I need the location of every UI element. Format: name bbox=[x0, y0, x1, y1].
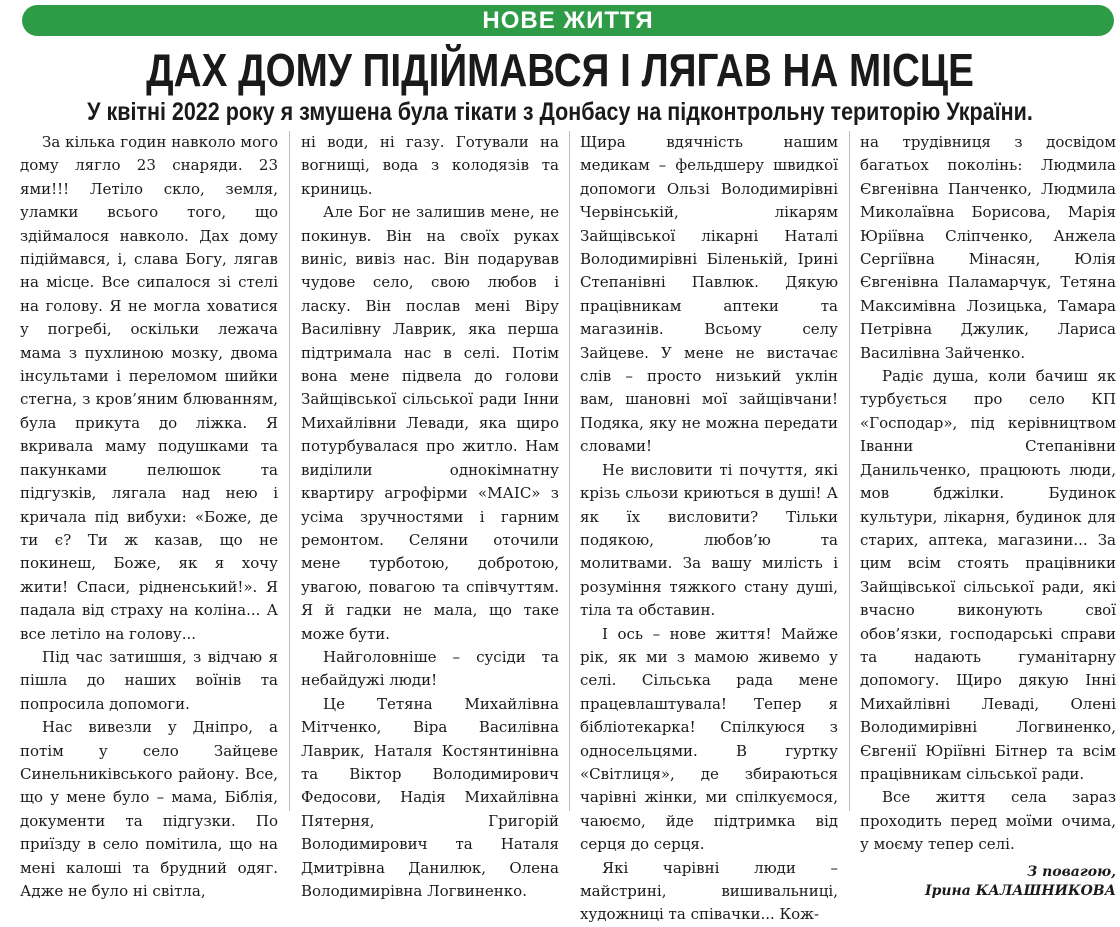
paragraph: Все життя села зараз проходить перед моїми очима, у моєму тепер селі. bbox=[860, 788, 1116, 854]
paragraph: За кілька годин навколо мого дому лягло 23 снаряди. 23 ями!!! Летіло скло, земля, уламки всього того, що здіймалося навколо. Дах дому підіймався, і, слава Богу, лягав на місце. Все сипалося зі стелі на голову. Я не могла ховатися у погребі, оскільки лежача мама з пухлиною мозку, двома інсультами і переломом шийки стегна, з кров’яним блюванням, була прикута до ліжка. Я вкривала маму подушками та пакунками пелюшок та підгузків, лягала над нею і кричала під вибухи: «Боже, де ти є? Ти ж казав, що не покинеш, Боже, як я хочу жити! Спаси, рідненський!». Я падала від страху на коліна... А все летіло на голову... bbox=[20, 133, 278, 643]
text-column-3 bbox=[580, 131, 838, 924]
column-divider bbox=[289, 131, 290, 811]
rubric-banner bbox=[22, 5, 1114, 36]
paragraph: Але Бог не залишив мене, не покинув. Він на своїх руках виніс, вивіз нас. Він подарував чудове село, свою любов і ласку. Він послав мені Віру Василівну Лаврик, яка перша підтримала нас в селі. Потім вона мене підвела до голови Зайщівської сільської ради Інни Михайлівни Левади, яка щиро потурбувалася про житло. Нам виділили однокімнатну квартиру агрофірми «МАІС» з усіма зручностями і гарним ремонтом. Селяни оточили мене турботою, добротою, увагою, повагою та співчуттям. Я й гадки не мала, що таке може бути. bbox=[301, 203, 559, 643]
text-column-2 bbox=[301, 131, 559, 900]
rubric-label: НОВЕ ЖИТТЯ bbox=[482, 7, 654, 34]
paragraph: Радіє душа, коли бачиш як турбується про село КП «Господар», під керівництвом Іванни Степанівни Данильченко, працюють люди, мов бджілки. Будинок культури, лікарня, будинок для старих, аптека, магазини... За цим всім стоять працівники Зайщівської сільської ради, які вчасно виконують свої обов’язки, господарські справи та надають гуманітарну допомогу. Щиро дякую Інні Михайлівні Леваді, Олені Володимирівні Логвиненко, Євгенії Юріївні Бітнер та всім працівникам сільської ради. bbox=[860, 367, 1116, 783]
text-column-4 bbox=[860, 131, 1116, 899]
article-headline: ДАХ ДОМУ ПІДІЙМАВСЯ І ЛЯГАВ НА МІСЦЕ bbox=[146, 44, 974, 96]
paragraph: Під час затишшя, з відчаю я пішла до наших воїнів та попросила допомоги. bbox=[20, 647, 278, 713]
paragraph: Найголовніше – сусіди та небайдужі люди! bbox=[301, 647, 559, 690]
text-column-1 bbox=[20, 131, 278, 900]
column-divider bbox=[569, 131, 570, 811]
paragraph: на трудівниця з досвідом багатьох поколінь: Людмила Євгенівна Панченко, Людмила Миколаївна Борисова, Марія Юріївна Сліпченко, Анжела Сергіївна Мінасян, Юлія Євгенівна Паламарчук, Тетяна Максимівна Лозицька, Тамара Петрівна Джулик, Лариса Василівна Зайченко. bbox=[860, 133, 1116, 362]
paragraph: Нас вивезли у Дніпро, а потім у село Зайцеве Синельниківського району. Все, що у мене було – мама, Біблія, документи та підгузки. По приїзду в село помітила, що на мені калоші та брудний одяг. Адже не було ні світла, bbox=[20, 718, 278, 900]
column-divider bbox=[849, 131, 850, 811]
author-signature bbox=[860, 863, 1116, 901]
article-subheadline: У квітні 2022 року я змушена була тікати з Донбасу на підконтрольну територію України. bbox=[87, 98, 1033, 126]
paragraph: Щира вдячність нашим медикам – фельдшеру швидкої допомоги Ользі Володимирівні Червінській, лікарям Зайщівської лікарні Наталі Володимирівні Біленькій, Ірині Степанівні Павлюк. Дякую працівникам аптеки та магазинів. Всьому селу Зайцеве. У мене не вистачає слів – просто низький уклін вам, шановні мої зайщівчани! Подяка, яку не можна передати словами! bbox=[580, 133, 838, 456]
signature-greeting: З повагою, bbox=[1027, 863, 1116, 880]
paragraph: Це Тетяна Михайлівна Мітченко, Віра Василівна Лаврик, Наталя Костянтинівна та Віктор Володимирович Федосови, Надія Михайлівна Пятерня, Григорій Володимирович та Наталя Дмитрівна Данилюк, Олена Володимирівна Логвиненко. bbox=[301, 694, 559, 900]
paragraph: ні води, ні газу. Готували на вогнищі, вода з колодязів та криниць. bbox=[301, 133, 559, 198]
paragraph: Які чарівні люди – майстрині, вишивальниці, художниці та співачки... Кож- bbox=[580, 858, 838, 924]
author-name: Ірина КАЛАШНИКОВА bbox=[925, 882, 1116, 899]
paragraph: Не висловити ті почуття, які крізь сльози криються в душі! А як їх висловити? Тільки подякою, любов’ю та молитвами. За вашу милість і розуміння тяжкого стану душі, тіла та обставин. bbox=[580, 460, 838, 620]
paragraph: І ось – нове життя! Майже рік, як ми з мамою живемо у селі. Сільська рада мене працевлаштувала! Тепер я бібліотекарка! Спілкуюся з односельцями. В гуртку «Світлиця», де збираються чарівні жінки, ми спілкуємося, чаюємо, йде підтримка від серця до серця. bbox=[580, 624, 838, 854]
